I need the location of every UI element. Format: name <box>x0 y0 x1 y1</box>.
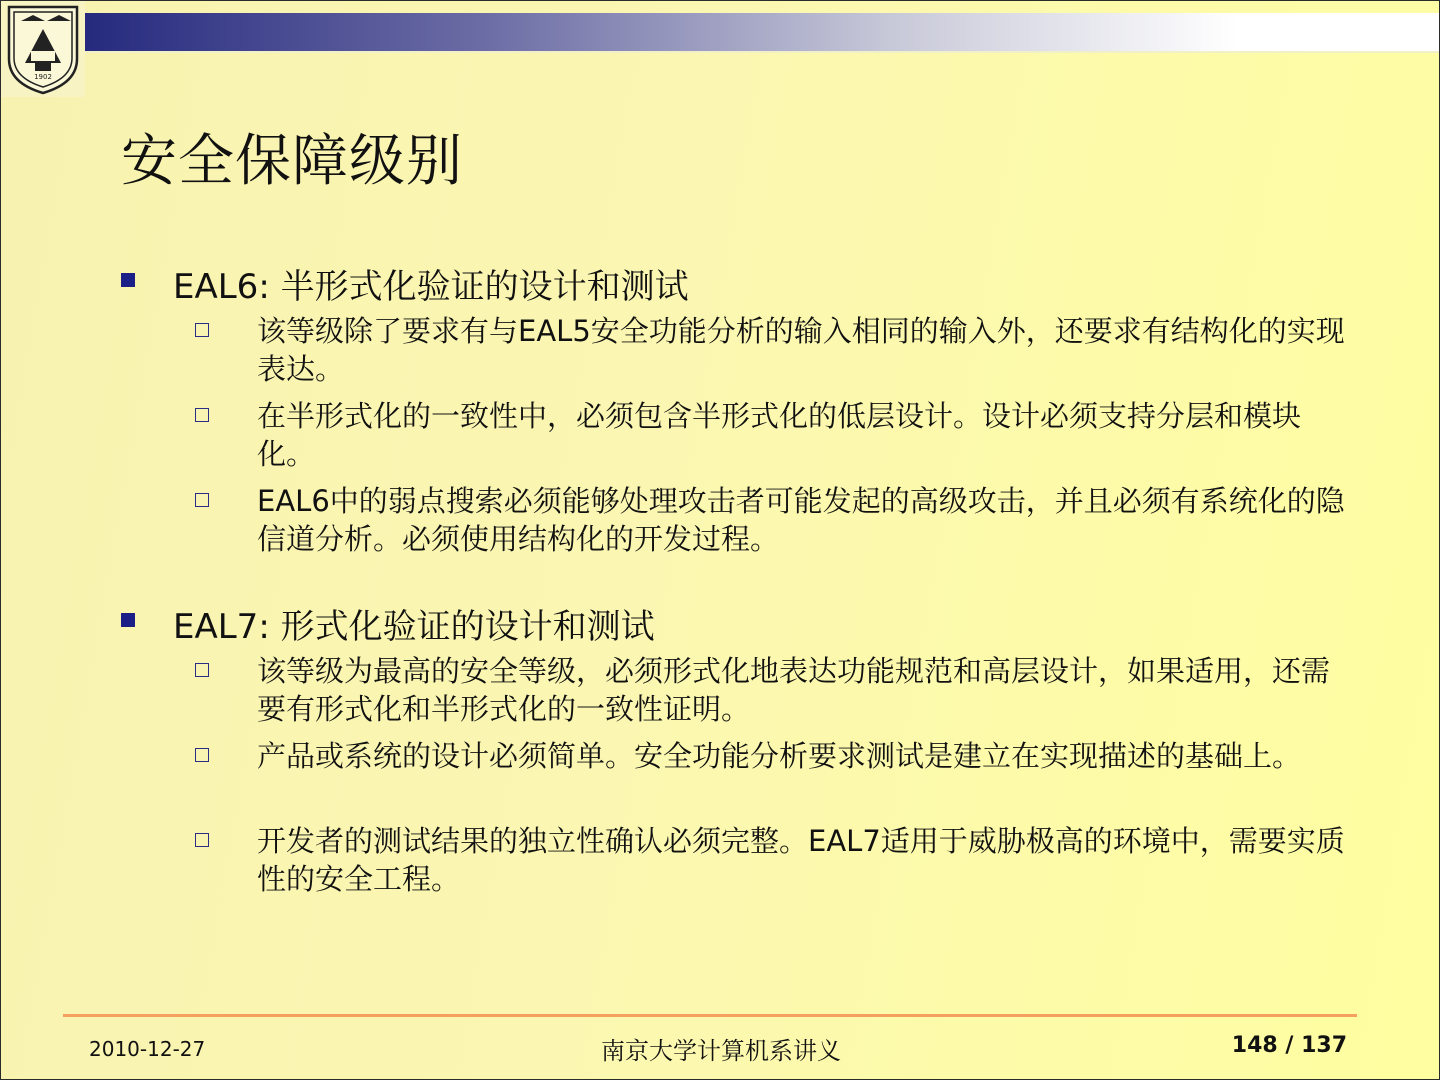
section-heading-text: EAL7: 形式化验证的设计和测试 <box>173 607 655 647</box>
svg-text:1902: 1902 <box>34 73 52 81</box>
hollow-square-bullet-icon <box>195 493 209 507</box>
page-number: 148 / 137 <box>1231 1033 1347 1058</box>
hollow-square-bullet-icon <box>195 748 209 762</box>
header-divider <box>85 51 1440 53</box>
hollow-square-bullet-icon <box>195 663 209 677</box>
list-item-text: 该等级除了要求有与EAL5安全功能分析的输入相同的输入外，还要求有结构化的实现表达。 <box>257 314 1345 386</box>
hollow-square-bullet-icon <box>195 833 209 847</box>
slide-title: 安全保障级别 <box>121 129 463 194</box>
list-item-text: 产品或系统的设计必须简单。安全功能分析要求测试是建立在实现描述的基础上。 <box>257 739 1302 773</box>
square-bullet-icon <box>121 613 135 627</box>
university-seal-icon <box>1 1 85 97</box>
list-item-text: 在半形式化的一致性中，必须包含半形式化的低层设计。设计必须支持分层和模块化。 <box>257 399 1302 471</box>
list-item-text: 开发者的测试结果的独立性确认必须完整。EAL7适用于威胁极高的环境中，需要实质性的安全工程。 <box>257 824 1345 896</box>
section-heading-text: EAL6: 半形式化验证的设计和测试 <box>173 267 689 307</box>
list-item-text: 该等级为最高的安全等级，必须形式化地表达功能规范和高层设计，如果适用，还需要有形式化和半形式化的一致性证明。 <box>257 654 1331 726</box>
hollow-square-bullet-icon <box>195 323 209 337</box>
footer-course-title: 南京大学计算机系讲义 <box>601 1037 841 1065</box>
header-gradient-bar <box>85 13 1440 51</box>
list-item-text: EAL6中的弱点搜索必须能够处理攻击者可能发起的高级攻击，并且必须有系统化的隐信道分析。必须使用结构化的开发过程。 <box>257 484 1345 556</box>
footer-divider <box>63 1014 1357 1017</box>
footer-date: 2010-12-27 <box>89 1037 206 1061</box>
square-bullet-icon <box>121 273 135 287</box>
hollow-square-bullet-icon <box>195 408 209 422</box>
